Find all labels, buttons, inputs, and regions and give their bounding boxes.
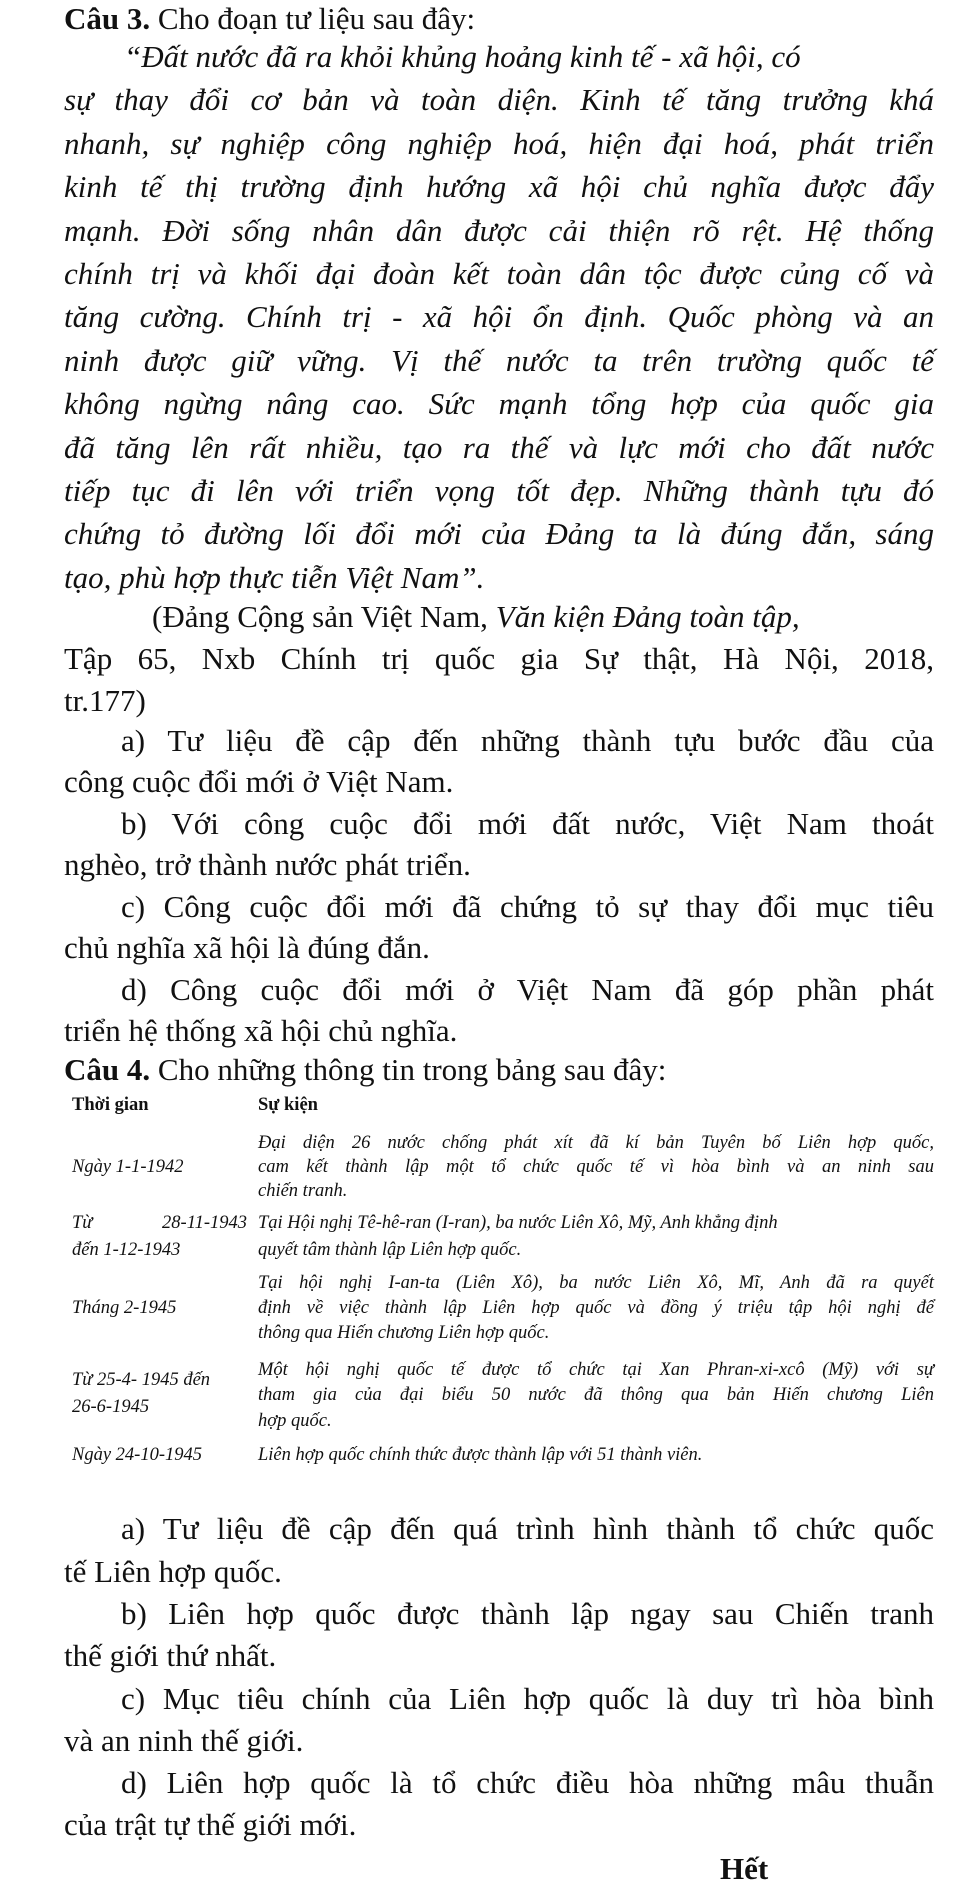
quote-line: nhanh, sự nghiệp công nghiệp hoá, hiện đại hoá, phát triển [64,126,934,161]
table-header-time: Thời gian [72,1095,149,1115]
row-event-line: Tại hội nghị I-an-ta (Liên Xô), ba nước Liên Xô, Mĩ, Anh đã ra quyết [258,1273,934,1293]
quote-line: tiếp tục đi lên với triển vọng tốt đẹp. Những thành tựu đó [64,473,934,508]
source-prefix: (Đảng Cộng sản Việt Nam, [152,599,496,634]
row-event-line: Đại diện 26 nước chống phát xít đã kí bản Tuyên bố Liên hợp quốc, [258,1133,934,1153]
statement-d: d) Liên hợp quốc là tổ chức điều hòa những mâu thuẫn [121,1765,934,1800]
row-time: Ngày 1-1-1942 [72,1157,184,1177]
row-event-line: thông qua Hiến chương Liên hợp quốc. [258,1323,550,1343]
quote-line: chính trị và khối đại đoàn kết toàn dân tộc được củng cố và [64,256,934,291]
quote-line: “Đất nước đã ra khỏi khủng hoảng kinh tế - xã hội, có [124,39,801,74]
statement-a: a) Tư liệu đề cập đến quá trình hình thành tổ chức quốc [121,1511,934,1546]
q4-label: Câu 4. [64,1052,151,1087]
row-event-line: quyết tâm thành lập Liên hợp quốc. [258,1240,522,1260]
row-time: 26-6-1945 [72,1397,150,1417]
statement-a: a) Tư liệu đề cập đến những thành tựu bước đầu của [121,723,934,758]
statement-a-cont: tế Liên hợp quốc. [64,1554,282,1589]
row-time: đến 1-12-1943 [72,1240,181,1260]
row-event-line: chiến tranh. [258,1181,348,1201]
statement-b-cont: thế giới thứ nhất. [64,1638,277,1673]
statement-c: c) Mục tiêu chính của Liên hợp quốc là duy trì hòa bình [121,1681,934,1716]
statement-b-cont: nghèo, trở thành nước phát triển. [64,847,471,882]
statement-b: b) Liên hợp quốc được thành lập ngay sau Chiến tranh [121,1596,934,1631]
statement-c-cont: và an ninh thế giới. [64,1723,304,1758]
row-event-line: Liên hợp quốc chính thức được thành lập với 51 thành viên. [258,1445,703,1465]
q4-heading [64,1051,666,1089]
source-line: tr.177) [64,683,146,718]
row-event-line: định về việc thành lập Liên hợp quốc và đồng ý triệu tập hội nghị để [258,1298,934,1318]
q4-intro: Cho những thông tin trong bảng sau đây: [150,1052,667,1087]
quote-line: ninh được giữ vững. Vị thế nước ta trên trường quốc tế [64,343,934,378]
row-event-line: Một hội nghị quốc tế được tổ chức tại Xan Phran-xi-xcô (Mỹ) với sự [258,1360,934,1380]
row-time: Ngày 24-10-1945 [72,1445,202,1465]
row-time: Tháng 2-1945 [72,1298,177,1318]
quote-line: đã tăng lên rất nhiều, tạo ra thế và lực mới cho đất nước [64,430,934,465]
statement-d: d) Công cuộc đổi mới ở Việt Nam đã góp phần phát [121,972,934,1007]
source-line: Tập 65, Nxb Chính trị quốc gia Sự thật, Hà Nội, 2018, [64,641,934,676]
end-marker: Hết [720,1851,769,1886]
quote-line: sự thay đổi cơ bản và toàn diện. Kinh tế tăng trưởng khá [64,82,934,117]
quote-line: mạnh. Đời sống nhân dân được cải thiện rõ rệt. Hệ thống [64,213,934,248]
quote-line: tạo, phù hợp thực tiễn Việt Nam”. [64,560,485,595]
statement-b: b) Với công cuộc đổi mới đất nước, Việt Nam thoát [121,806,934,841]
row-event-line: Tại Hội nghị Tê-hê-ran (I-ran), ba nước Liên Xô, Mỹ, Anh khẳng định [258,1213,778,1233]
statement-c: c) Công cuộc đổi mới đã chứng tỏ sự thay đổi mục tiêu [121,889,934,924]
row-event-line: cam kết thành lập một tổ chức quốc tế vì hòa bình và an ninh sau [258,1157,934,1177]
statement-a-cont: công cuộc đổi mới ở Việt Nam. [64,764,454,799]
end-marker-wrap [720,1850,800,1886]
table-header-event: Sự kiện [258,1095,318,1115]
statement-d-cont: triển hệ thống xã hội chủ nghĩa. [64,1013,458,1048]
row-time: Từ 28-11-1943 [72,1213,247,1233]
row-event-line: hợp quốc. [258,1411,332,1431]
q3-label: Câu 3. [64,1,151,36]
source-line [152,598,800,636]
quote-line: kinh tế thị trường định hướng xã hội chủ nghĩa được đẩy [64,169,934,204]
statement-c-cont: chủ nghĩa xã hội là đúng đắn. [64,930,430,965]
quote-line: chứng tỏ đường lối đổi mới của Đảng ta là đúng đắn, sáng [64,516,934,551]
q3-heading [64,0,475,38]
quote-line: tăng cường. Chính trị - xã hội ổn định. Quốc phòng và an [64,299,934,334]
q3-intro: Cho đoạn tư liệu sau đây: [150,1,476,36]
row-event-line: tham gia của đại biểu 50 nước đã thông qua bản Hiến chương Liên [258,1385,934,1405]
row-time: Từ 25-4- 1945 đến [72,1370,211,1390]
statement-d-cont: của trật tự thế giới mới. [64,1807,357,1842]
quote-line: không ngừng nâng cao. Sức mạnh tổng hợp của quốc gia [64,386,934,421]
source-title: Văn kiện Đảng toàn tập, [495,599,800,634]
